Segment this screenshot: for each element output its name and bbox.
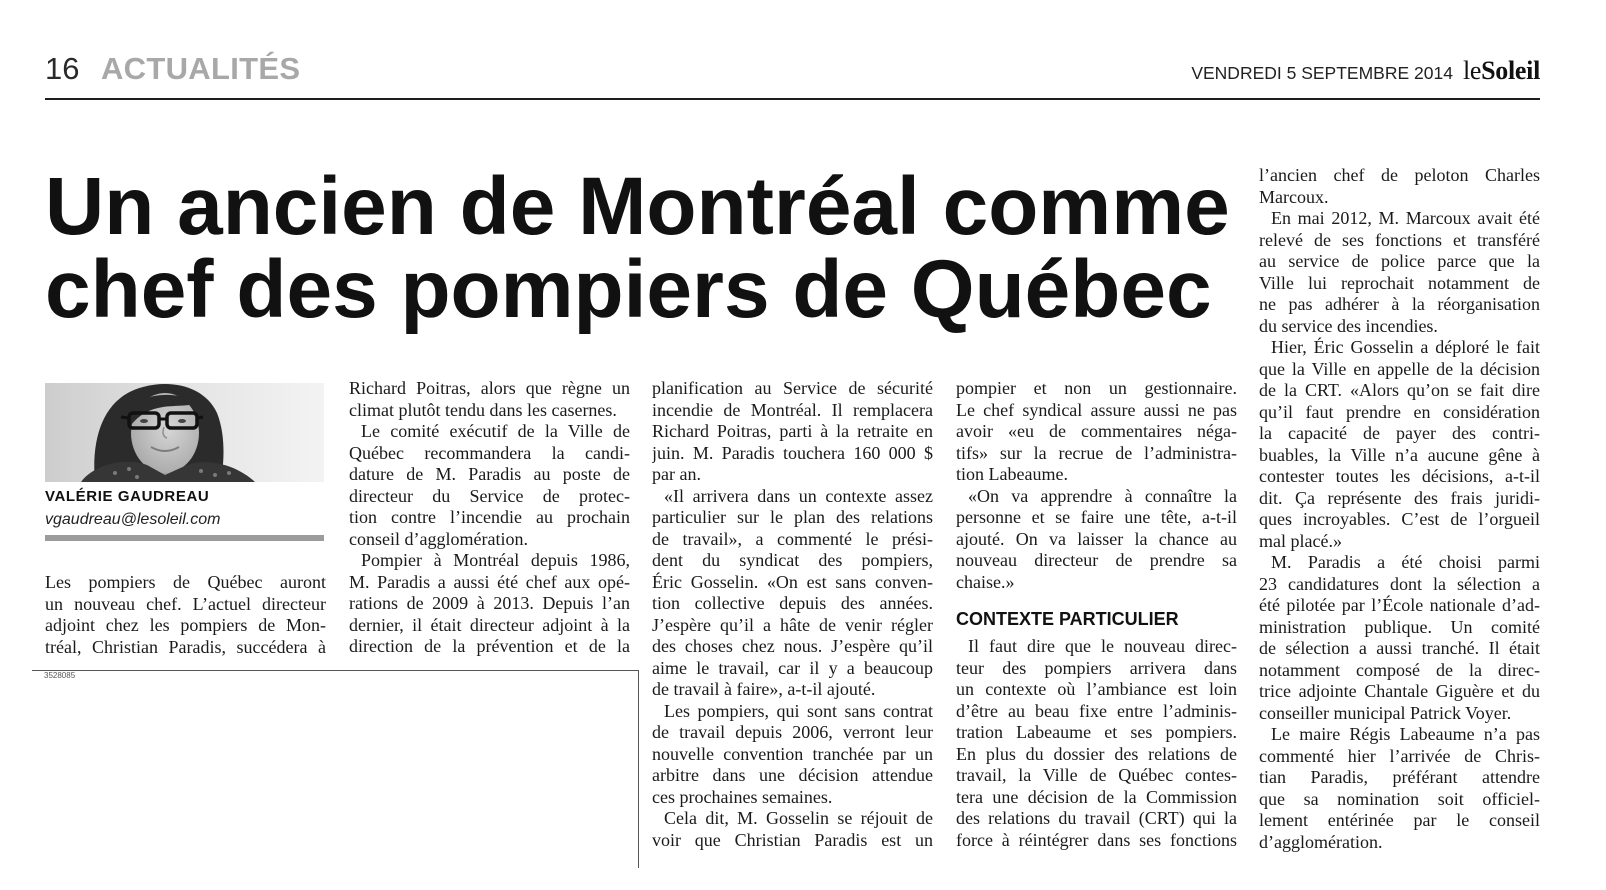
paragraph xyxy=(45,572,326,658)
text-line: tion collective depuis des années. xyxy=(652,593,933,614)
text-line: mal placé.» xyxy=(1259,530,1342,551)
text-line: relevé de ses fonctions et transféré xyxy=(1259,229,1540,250)
logo-prefix: le xyxy=(1462,56,1482,85)
text-line: par an. xyxy=(652,464,701,485)
text-line: ajouté. On va laisser la chance au xyxy=(956,528,1237,549)
text-line: tifs» sur la recrue de l’administra- xyxy=(956,442,1237,463)
byline-divider xyxy=(45,535,324,541)
text-line: au service de police parce que la xyxy=(1259,251,1540,272)
text-line: juin. M. Paradis touchera 160 000 $ xyxy=(652,442,933,463)
text-line: En plus du dossier des relations de xyxy=(956,743,1237,764)
paragraph xyxy=(349,378,630,421)
text-line: Les pompiers de Québec auront xyxy=(45,572,326,593)
text-line: ministration publique. Un comité xyxy=(1259,616,1540,637)
text-line: Québec recommandera la candi- xyxy=(349,442,630,463)
article-column-2 xyxy=(349,378,630,658)
paragraph xyxy=(956,486,1237,594)
section-title: ACTUALITÉS xyxy=(101,51,301,86)
text-line: Richard Poitras, alors que règne un xyxy=(349,378,630,399)
text-line: été pilotée par l’École nationale d’ad- xyxy=(1259,595,1540,616)
text-line: d’être au beau fixe entre l’adminis- xyxy=(956,700,1237,721)
paragraph xyxy=(1259,208,1540,337)
text-line: ces prochaines semaines. xyxy=(652,786,833,807)
text-line: Ville lui reprochait notamment de xyxy=(1259,272,1540,293)
subheading: CONTEXTE PARTICULIER xyxy=(956,608,1179,629)
text-line: Il faut dire que le nouveau direc- xyxy=(968,636,1237,657)
text-line: qu’il faut prendre en considération xyxy=(1259,401,1540,422)
paragraph xyxy=(956,636,1237,851)
headline-line: Un ancien de Montréal comme xyxy=(45,161,1230,252)
text-line: des relations du travail (CRT) qui la xyxy=(956,808,1237,829)
text-line: En mai 2012, M. Marcoux avait été xyxy=(1271,208,1540,229)
text-line: lement entérinée par le conseil xyxy=(1259,810,1540,831)
paragraph xyxy=(1259,337,1540,552)
headline-line: chef des pompiers de Québec xyxy=(45,244,1212,335)
text-line: de sélection a aussi tranché. Il était xyxy=(1259,638,1540,659)
text-line: Hier, Éric Gosselin a déploré le fait xyxy=(1271,337,1540,358)
issue-date: VENDREDI 5 SEPTEMBRE 2014 xyxy=(1191,63,1453,83)
text-line: Marcoux. xyxy=(1259,186,1329,207)
text-line: conseiller municipal Patrick Voyer. xyxy=(1259,702,1512,723)
text-line: d’agglomération. xyxy=(1259,831,1383,852)
text-line: la capacité de payer des contri- xyxy=(1259,423,1540,444)
text-line: un contexte où l’ambiance est loin xyxy=(956,679,1237,700)
text-line: dit. Ça représente des frais juridi- xyxy=(1259,487,1540,508)
text-line: rations de 2009 à 2013. Depuis l’an xyxy=(349,593,630,614)
paragraph xyxy=(652,808,933,851)
text-line: conseil d’agglomération. xyxy=(349,528,528,549)
text-line: Éric Gosselin. «On est sans conven- xyxy=(652,571,933,592)
newspaper-logo xyxy=(1463,56,1540,86)
text-line: tion Labeaume. xyxy=(956,464,1068,485)
text-line: J’espère qu’il a hâte de venir régler xyxy=(652,614,933,635)
paragraph xyxy=(956,378,1237,486)
text-line: dent du syndicat des pompiers, xyxy=(652,550,933,571)
paragraph xyxy=(1259,165,1540,208)
article-column-3 xyxy=(652,378,933,851)
ad-code: 3528085 xyxy=(44,671,76,680)
article-column-5 xyxy=(1259,165,1540,853)
text-line: climat plutôt tendu dans les casernes. xyxy=(349,399,617,420)
text-line: M. Paradis a aussi été chef aux opé- xyxy=(349,571,630,592)
paragraph xyxy=(349,550,630,658)
text-line: travail, la Ville de Québec contes- xyxy=(956,765,1237,786)
text-line: 23 candidatures dont la sélection a xyxy=(1259,573,1540,594)
text-line: notamment composé de la direc- xyxy=(1259,659,1540,680)
text-line: Le maire Régis Labeaume n’a pas xyxy=(1271,724,1540,745)
text-line: «On va apprendre à connaître la xyxy=(968,485,1237,506)
author-email[interactable]: vgaudreau@lesoleil.com xyxy=(45,511,221,528)
paragraph xyxy=(652,378,933,486)
text-line: chaise.» xyxy=(956,571,1015,592)
text-line: Le chef syndical assure aussi ne pas xyxy=(956,399,1237,420)
text-line: de travail à faire», a-t-il ajouté. xyxy=(652,679,876,700)
text-line: de travail», a commenté le prési- xyxy=(652,528,933,549)
text-line: adjoint chez les pompiers de Mon- xyxy=(45,615,326,636)
masthead-right xyxy=(1191,56,1540,86)
text-line: commenté hier l’arrivée de Chris- xyxy=(1259,745,1540,766)
ad-frame-top xyxy=(32,670,639,671)
text-line: de la CRT. «Alors qu’on se fait dire xyxy=(1259,380,1540,401)
text-line: Richard Poitras, parti à la retraite en xyxy=(652,421,933,442)
text-line: des choses chez nous. J’espère qu’il xyxy=(652,636,933,657)
text-line: ne pas adhérer à la réorganisation xyxy=(1259,294,1540,315)
text-line: que la Ville en appelle de la décision xyxy=(1259,358,1540,379)
text-line: direction de la prévention et de la xyxy=(349,636,630,657)
paragraph xyxy=(349,421,630,550)
text-line: aime le travail, car il y a beaucoup xyxy=(652,657,933,678)
text-line: Cela dit, M. Gosselin se réjouit de xyxy=(664,808,933,829)
logo-name: Soleil xyxy=(1481,56,1540,85)
text-line: ques incroyables. C’est de l’orgueil xyxy=(1259,509,1540,530)
article-column-4 xyxy=(956,378,1237,851)
text-line: tian Paradis, préférant attendre xyxy=(1259,767,1540,788)
text-line: tréal, Christian Paradis, succédera à xyxy=(45,636,326,657)
text-line: dature de M. Paradis au poste de xyxy=(349,464,630,485)
text-line: Les pompiers, qui sont sans contrat xyxy=(664,700,933,721)
text-line: tera une décision de la Commission xyxy=(956,786,1237,807)
text-line: de travail depuis 2006, verront leur xyxy=(652,722,933,743)
text-line: buables, la Ville n’a aucune gêne à xyxy=(1259,444,1540,465)
text-line: «Il arrivera dans un contexte assez xyxy=(664,485,933,506)
headline xyxy=(45,161,1245,335)
text-line: personne et se faire une tête, a-t-il xyxy=(956,507,1237,528)
text-line: contester toutes les décisions, a-t-il xyxy=(1259,466,1540,487)
text-line: incendie de Montréal. Il remplacera xyxy=(652,399,933,420)
text-line: arbitre dans une décision attendue xyxy=(652,765,933,786)
text-line: l’ancien chef de peloton Charles xyxy=(1259,165,1540,186)
text-line: pompier et non un gestionnaire. xyxy=(956,378,1237,399)
header-rule xyxy=(45,98,1540,100)
text-line: un nouveau chef. L’actuel directeur xyxy=(45,593,326,614)
text-line: du service des incendies. xyxy=(1259,315,1438,336)
text-line: trice adjointe Chantale Giguère et du xyxy=(1259,681,1540,702)
text-line: avoir «eu de commentaires néga- xyxy=(956,421,1237,442)
author-photo xyxy=(45,383,324,482)
text-line: nouveau directeur de prendre sa xyxy=(956,550,1237,571)
text-line: voir que Christian Paradis est un xyxy=(652,829,933,850)
paragraph xyxy=(1259,724,1540,853)
text-line: force à réintégrer dans ses fonctions xyxy=(956,829,1237,850)
text-line: nouvelle convention tranchée par un xyxy=(652,743,933,764)
article-column-1 xyxy=(45,572,326,658)
text-line: Pompier à Montréal depuis 1986, xyxy=(361,550,630,571)
text-line: planification au Service de sécurité xyxy=(652,378,933,399)
paragraph xyxy=(652,486,933,701)
page-number: 16 xyxy=(45,51,80,86)
text-line: tration Labeaume et ses pompiers. xyxy=(956,722,1237,743)
ad-frame-right xyxy=(638,670,639,868)
text-line: M. Paradis a été choisi parmi xyxy=(1271,552,1540,573)
text-line: teur des pompiers arrivera dans xyxy=(956,657,1237,678)
text-line: que sa nomination soit officiel- xyxy=(1259,788,1540,809)
text-line: Le comité exécutif de la Ville de xyxy=(361,421,630,442)
text-line: dernier, il était directeur adjoint à la xyxy=(349,614,630,635)
text-line: directeur du Service de protec- xyxy=(349,485,630,506)
paragraph xyxy=(1259,552,1540,724)
paragraph xyxy=(652,701,933,809)
text-line: tion contre l’incendie au prochain xyxy=(349,507,630,528)
text-line: particulier sur le plan des relations xyxy=(652,507,933,528)
author-name: VALÉRIE GAUDREAU xyxy=(45,488,210,505)
